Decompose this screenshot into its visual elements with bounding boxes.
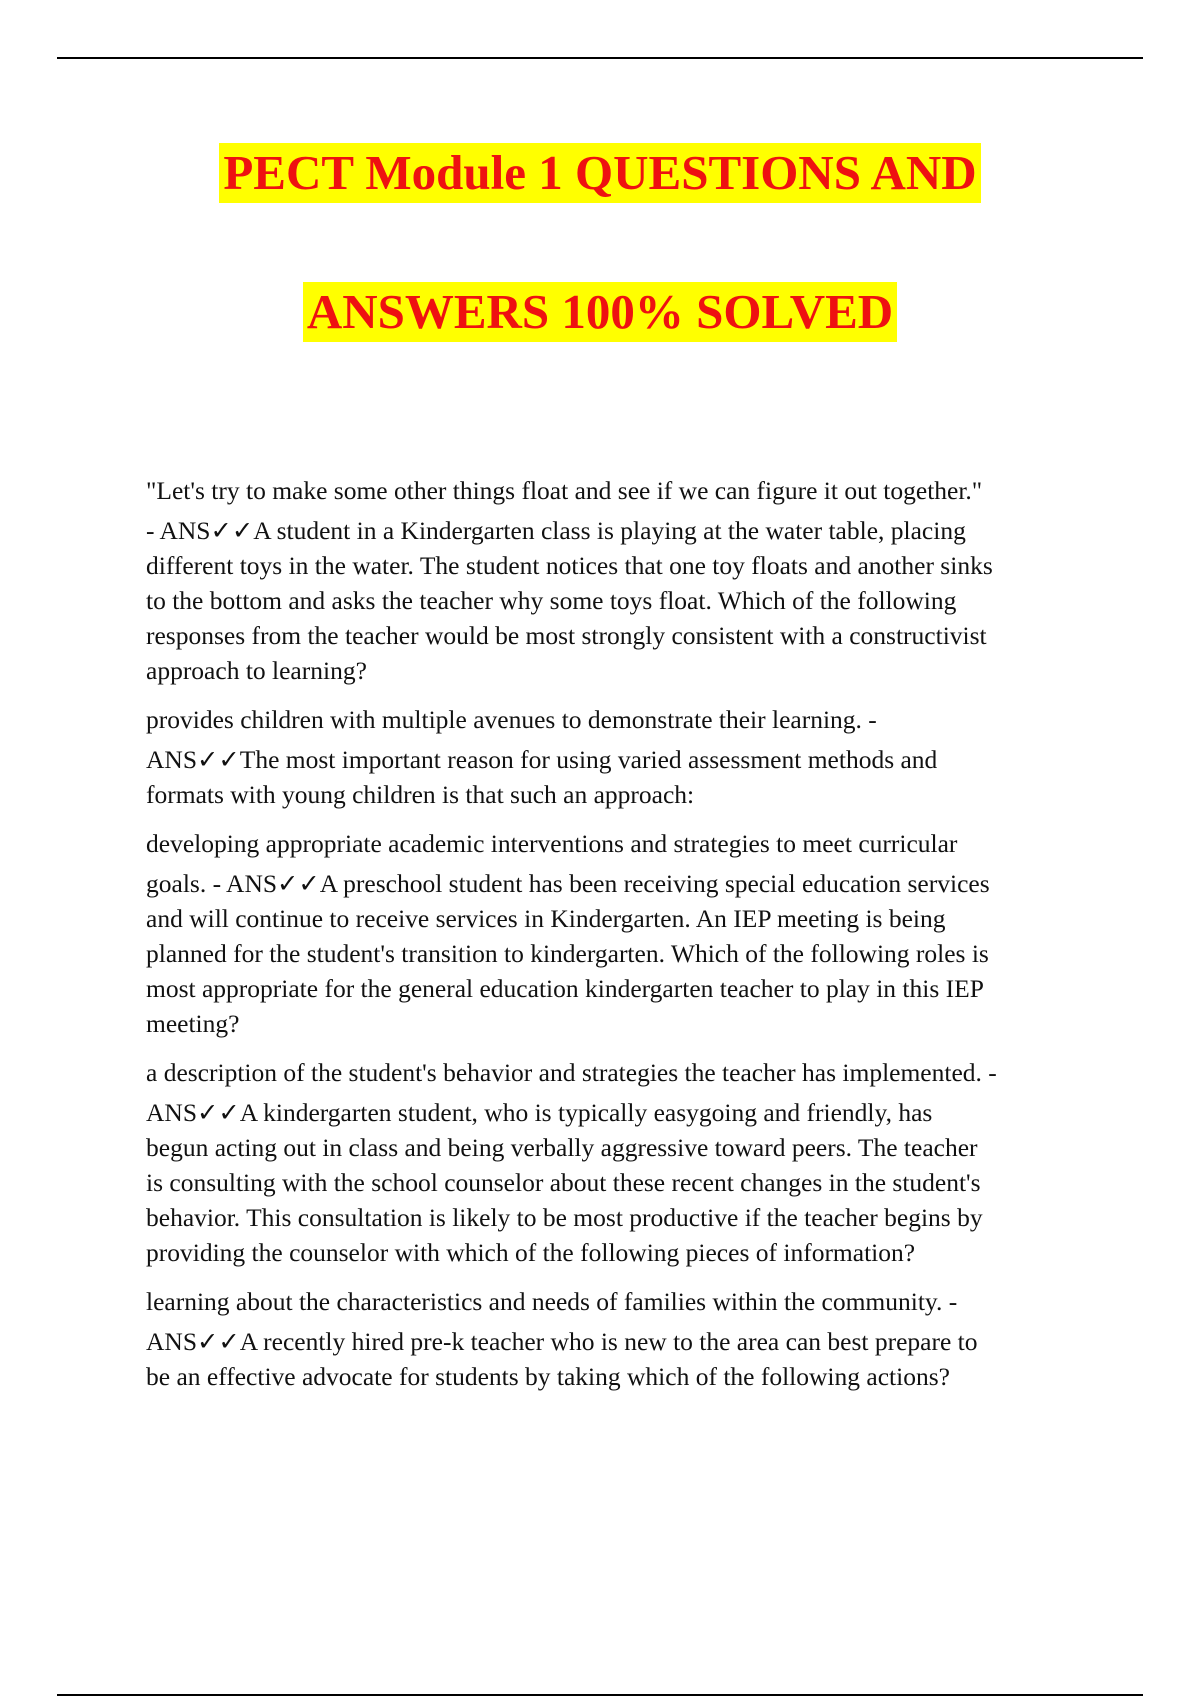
qa-item — [146, 473, 1096, 688]
document-title-line-1-wrap — [0, 143, 1200, 203]
text-line: developing appropriate academic interventions and strategies to meet curricular — [146, 829, 958, 858]
qa-item — [146, 1055, 1096, 1270]
text-line: goals. - ANS✓✓A preschool student has been receiving special education services — [146, 869, 990, 898]
qa-item — [146, 1284, 1096, 1394]
text-line: begun acting out in class and being verbally aggressive toward peers. The teacher — [146, 1133, 978, 1162]
text-line: different toys in the water. The student notices that one toy floats and another sinks — [146, 551, 993, 580]
top-rule — [57, 57, 1143, 59]
qa-item — [146, 702, 1096, 812]
text-line: meeting? — [146, 1009, 240, 1038]
text-line: approach to learning? — [146, 656, 367, 685]
bottom-rule — [57, 1694, 1143, 1696]
document-body — [146, 473, 1096, 1408]
text-line: ANS✓✓The most important reason for using varied assessment methods and — [146, 745, 938, 774]
text-line: be an effective advocate for students by taking which of the following actions? — [146, 1362, 950, 1391]
qa-item — [146, 826, 1096, 1041]
text-line: formats with young children is that such an approach: — [146, 780, 695, 809]
text-line: ANS✓✓A kindergarten student, who is typically easygoing and friendly, has — [146, 1098, 933, 1127]
text-line: provides children with multiple avenues to demonstrate their learning. - — [146, 705, 877, 734]
document-title-line-2-wrap — [0, 282, 1200, 342]
text-line: planned for the student's transition to kindergarten. Which of the following roles is — [146, 939, 989, 968]
text-line: most appropriate for the general education kindergarten teacher to play in this IEP — [146, 974, 984, 1003]
text-line: ANS✓✓A recently hired pre-k teacher who is new to the area can best prepare to — [146, 1327, 978, 1356]
text-line: and will continue to receive services in Kindergarten. An IEP meeting is being — [146, 904, 946, 933]
text-line: learning about the characteristics and needs of families within the community. - — [146, 1287, 958, 1316]
document-title-line-1: PECT Module 1 QUESTIONS AND — [219, 143, 980, 203]
text-line: - ANS✓✓A student in a Kindergarten class is playing at the water table, placing — [146, 516, 966, 545]
text-line: is consulting with the school counselor about these recent changes in the student's — [146, 1168, 981, 1197]
text-line: "Let's try to make some other things float and see if we can figure it out together." — [146, 476, 983, 505]
text-line: behavior. This consultation is likely to be most productive if the teacher begins by — [146, 1203, 983, 1232]
text-line: a description of the student's behavior and strategies the teacher has implemented. - — [146, 1058, 997, 1087]
text-line: responses from the teacher would be most strongly consistent with a constructivist — [146, 621, 987, 650]
document-title-line-2: ANSWERS 100% SOLVED — [303, 282, 897, 342]
text-line: providing the counselor with which of the following pieces of information? — [146, 1238, 916, 1267]
text-line: to the bottom and asks the teacher why some toys float. Which of the following — [146, 586, 957, 615]
